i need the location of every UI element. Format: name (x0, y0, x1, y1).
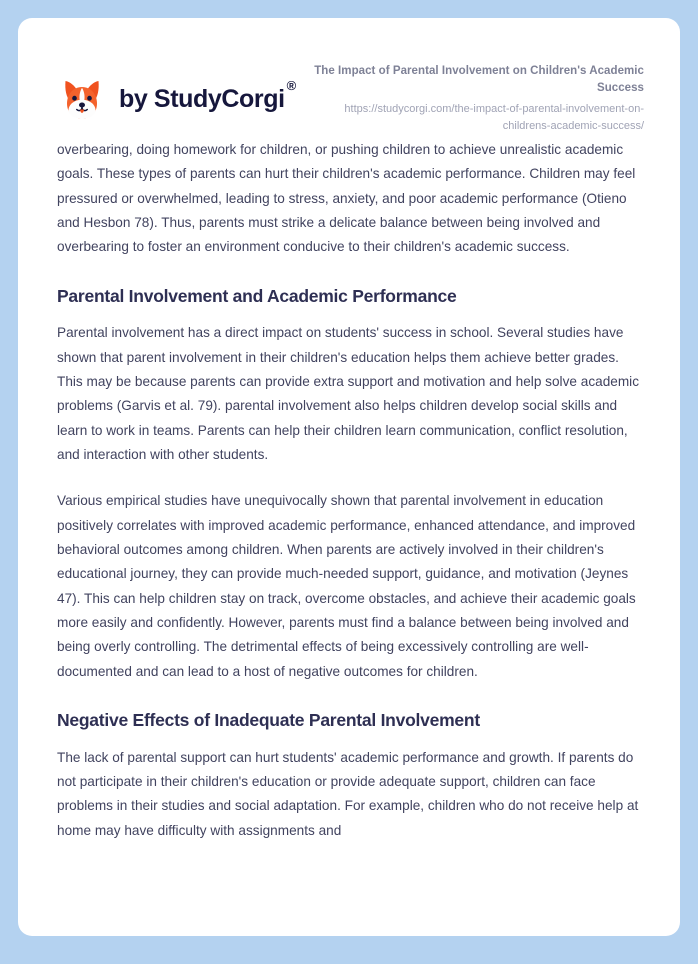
brand-wordmark (119, 78, 296, 114)
paragraph-3: Various empirical studies have unequivocally shown that parental involvement in education positively correlates with improved academic performance, enhanced attendance, and improved behavioral outcomes among children. When parents are actively involved in their children's educational journey, they can provide much-needed support, guidance, and motivation (Jeynes 47). This can help children stay on track, overcome obstacles, and achieve their academic goals more easily and confidently. However, parents must find a balance between being involved and being overly controlling. The detrimental effects of being excessively controlling are well-documented and can lead to a host of negative outcomes for children. (57, 493, 636, 679)
document-page-card (18, 18, 680, 936)
document-title: The Impact of Parental Involvement on Children's Academic Success (314, 65, 644, 94)
article-content (57, 138, 640, 843)
paragraph-1: overbearing, doing homework for children, or pushing children to achieve unrealistic academic goals. These types of parents can hurt their children's academic performance. Children may feel pressured or overwhelmed, leading to stress, anxiety, and poor academic performance (Otieno and Hesbon 78). Thus, parents must strike a delicate balance between being involved and overbearing to foster an environment conducive to their children's academic success. (57, 142, 636, 255)
registered-trademark-icon: ® (286, 78, 296, 94)
document-header (18, 18, 680, 138)
section-heading-negative-effects-of-inadequate-parental-involvement: Negative Effects of Inadequate Parental Involvement (57, 709, 480, 730)
section-heading-parental-involvement-and-academic-performance: Parental Involvement and Academic Performance (57, 285, 457, 306)
paragraph-4: The lack of parental support can hurt students' academic performance and growth. If parents do not participate in their children's education or provide adequate support, children can face problems in their studies and social adaptation. For example, children who do not receive help at home may have difficulty with assignments and (57, 749, 639, 838)
studycorgi-brand[interactable] (58, 61, 294, 123)
corgi-face-icon (58, 75, 106, 123)
paragraph-2: Parental involvement has a direct impact on students' success in school. Several studies have shown that parent involvement in their children's education helps them achieve better grades. This may be because parents can provide extra support and motivation and help solve academic problems (Garvis et al. 79). parental involvement also helps children develop social skills and learn to work in teams. Parents can help their children learn communication, conflict resolution, and interaction with other students. (57, 325, 640, 463)
document-body (18, 138, 680, 843)
document-url[interactable]: https://studycorgi.com/the-impact-of-parental-involvement-on-childrens-academic-success/ (344, 103, 644, 132)
document-meta (304, 61, 644, 134)
brand-wordmark-text: by StudyCorgi (119, 84, 285, 113)
